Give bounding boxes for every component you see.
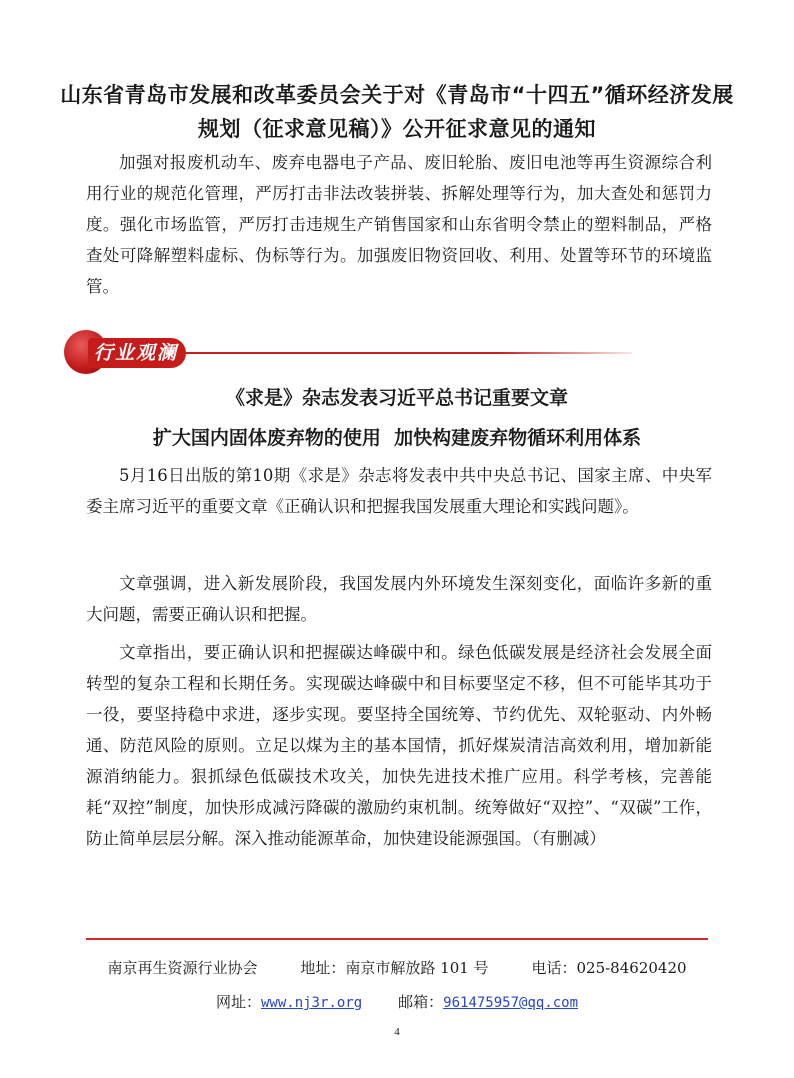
article-paragraph: 文章指出，要正确认识和把握碳达峰碳中和。绿色低碳发展是经济社会发展全面转型的复杂工程和长期任务。实现碳达峰碳中和目标要坚定不移，但不可能毕其功于一役，要坚持稳中求进，逐步实现。要坚持全国统筹、节约优先、双轮驱动、内外畅通、防范风险的原则。立足以煤为主的基本国情，抓好煤炭清洁高效利用，增加新能源消纳能力。狠抓绿色低碳技术攻关，加快先进技术推广应用。科学考核，完善能耗“双控”制度，加快形成减污降碳的激励约束机制。统筹做好“双控”、“双碳”工作，防止简单层层分解。深入推动能源革命，加快建设能源强国。（有删减） [86,643,712,848]
section-header [64,330,634,376]
article-title-block [60,378,734,458]
page-number: 4 [394,1026,400,1038]
website-label: 网址： [215,993,261,1011]
email-label: 邮箱： [398,993,444,1011]
footer-org: 南京再生资源行业协会 [107,959,258,977]
footer-divider [86,938,708,940]
footer-phone: 电话：025-84620420 [531,959,687,977]
article-paragraph: 文章强调，进入新发展阶段，我国发展内外环境发生深刻变化，面临许多新的重大问题，需要正确认识和把握。 [86,574,712,624]
article-title-line: 《求是》杂志发表习近平总书记重要文章 [225,387,568,409]
article-title: 山东省青岛市发展和改革委员会关于对《青岛市“十四五”循环经济发展规划（征求意见稿）》公开征求意见的通知 [60,83,734,141]
section-divider [182,352,632,354]
section-label: 行业观澜 [88,338,186,368]
footer-contact [86,958,708,978]
footer-links [86,992,708,1013]
footer-address: 地址：南京市解放路 101 号 [300,959,489,977]
website-link[interactable]: www.nj3r.org [260,995,363,1011]
article-title-line: 扩大国内固体废弃物的使用 加快构建废弃物循环利用体系 [152,427,642,449]
article-paragraph: 加强对报废机动车、废弃电器电子产品、废旧轮胎、废旧电池等再生资源综合利用行业的规范化管理，严厉打击非法改装拼装、拆解处理等行为，加大查处和惩罚力度。强化市场监管，严厉打击违规生产销售国家和山东省明令禁止的塑料制品，严格查处可降解塑料虚标、伪标等行为。加强废旧物资回收、利用、处置等环节的环境监管。 [86,153,712,296]
article-paragraph: 5月16日出版的第10期《求是》杂志将发表中共中央总书记、国家主席、中央军委主席习近平的重要文章《正确认识和把握我国发展重大理论和实践问题》。 [86,466,712,516]
email-link[interactable]: 961475957@qq.com [443,995,579,1011]
